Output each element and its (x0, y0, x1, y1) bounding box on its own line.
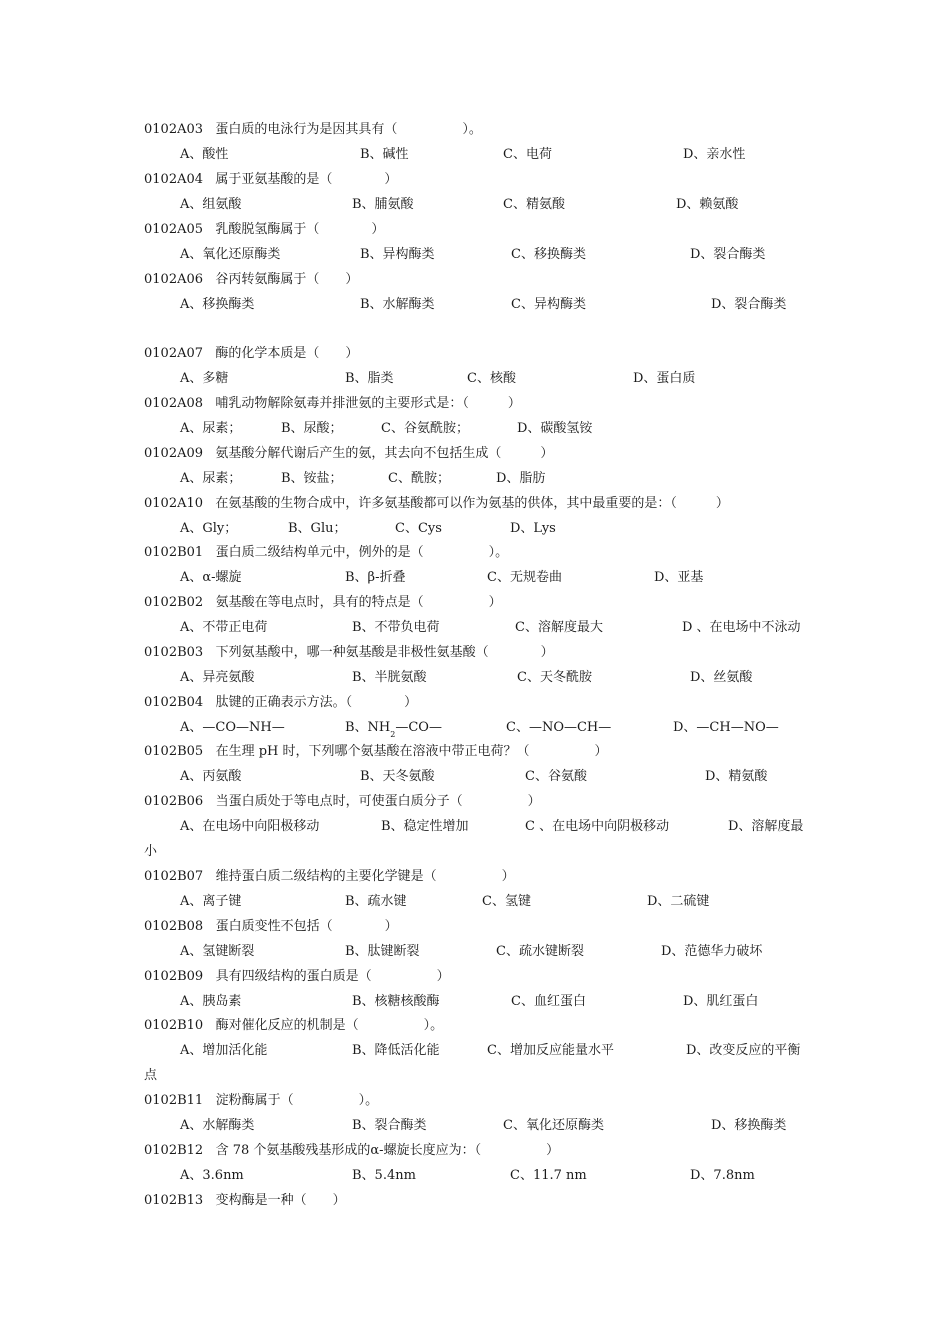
option-a: A、移换酶类 (180, 297, 255, 312)
question-text: 蛋白质二级结构单元中，例外的是（ ）。 (215, 545, 509, 560)
option-b: B、稳定性增加 (381, 819, 469, 834)
option-c: C、疏水键断裂 (496, 944, 584, 959)
option-d: D、Lys (510, 521, 556, 536)
option-b-nh: B、NH (345, 720, 391, 735)
question-id: 0102B09 (144, 969, 204, 984)
option-c: C、溶解度最大 (515, 620, 603, 635)
question-text: 淀粉酶属于（ ）。 (215, 1093, 379, 1108)
question-id: 0102B05 (144, 744, 204, 759)
option-a: A、Gly； (180, 521, 238, 536)
option-b: B、异构酶类 (360, 247, 435, 262)
question-0102B01 (144, 545, 508, 561)
question-text: 在生理 pH 时，下列哪个氨基酸在溶液中带正电荷？（ ） (215, 744, 608, 759)
question-0102A05 (144, 222, 384, 238)
option-d: D、二硫键 (647, 894, 710, 909)
question-text: 氨基酸在等电点时，具有的特点是（ ） (215, 595, 502, 610)
option-c: C、电荷 (503, 147, 552, 162)
question-id: 0102B02 (144, 595, 204, 610)
question-0102A03 (144, 122, 482, 138)
question-0102B04 (144, 695, 417, 711)
option-d: D、脂肪 (496, 471, 546, 486)
option-d: D、裂合酶类 (690, 247, 766, 262)
option-d-continuation: 点 (144, 1068, 158, 1083)
question-0102B09 (144, 969, 450, 985)
option-c: C、Cys (395, 521, 442, 536)
option-d: D、改变反应的平衡 (686, 1043, 801, 1058)
question-0102A08 (144, 396, 521, 412)
option-b: B、肽键断裂 (345, 944, 420, 959)
question-text: 维持蛋白质二级结构的主要化学键是（ ） (215, 869, 515, 884)
option-b: B、天冬氨酸 (360, 769, 435, 784)
option-c: C、血红蛋白 (511, 994, 586, 1009)
option-a: A、胰岛素 (180, 994, 242, 1009)
option-c: C、异构酶类 (511, 297, 586, 312)
question-0102B03 (144, 645, 554, 661)
question-id: 0102B10 (144, 1018, 204, 1033)
option-c: C、—NO—CH— (506, 720, 612, 735)
option-c: C、移换酶类 (511, 247, 586, 262)
option-b: B、5.4nm (352, 1168, 416, 1183)
option-a: A、氢键断裂 (180, 944, 255, 959)
question-id: 0102A04 (144, 172, 204, 187)
option-b: B、降低活化能 (352, 1043, 440, 1058)
subscript-2: 2 (390, 730, 396, 739)
option-d: D、移换酶类 (711, 1118, 787, 1133)
option-c: C、核酸 (467, 371, 516, 386)
question-text: 酶的化学本质是（ ） (215, 346, 359, 361)
question-0102B07 (144, 869, 515, 885)
option-b: B、半胱氨酸 (352, 670, 427, 685)
question-text: 蛋白质的电泳行为是因其具有（ ）。 (215, 122, 482, 137)
option-a: A、水解酶类 (180, 1118, 255, 1133)
question-id: 0102B06 (144, 794, 204, 809)
option-a: A、增加活化能 (180, 1043, 268, 1058)
question-0102B05 (144, 744, 608, 760)
option-c: C、氧化还原酶类 (503, 1118, 604, 1133)
question-id: 0102B13 (144, 1193, 204, 1208)
question-text: 肽键的正确表示方法。（ ） (215, 695, 418, 710)
question-0102B06 (144, 794, 541, 810)
option-b: B、裂合酶类 (352, 1118, 427, 1133)
question-id: 0102A09 (144, 446, 204, 461)
question-id: 0102B12 (144, 1143, 204, 1158)
option-c: C、无规卷曲 (487, 570, 562, 585)
option-d: D、肌红蛋白 (683, 994, 759, 1009)
question-text: 当蛋白质处于等电点时，可使蛋白质分子（ ） (215, 794, 541, 809)
option-d: D、溶解度最 (728, 819, 804, 834)
question-0102A04 (144, 172, 397, 188)
option-d-continuation: 小 (144, 844, 158, 859)
option-a: A、尿素； (180, 471, 242, 486)
question-0102A06 (144, 272, 358, 288)
option-a: A、尿素； (180, 421, 242, 436)
question-id: 0102A10 (144, 496, 204, 511)
question-0102B02 (144, 595, 502, 611)
question-id: 0102B03 (144, 645, 204, 660)
question-text: 哺乳动物解除氨毒并排泄氨的主要形式是：（ ） (215, 396, 521, 411)
question-text: 变构酶是一种（ ） (215, 1193, 346, 1208)
question-id: 0102A03 (144, 122, 204, 137)
option-a: A、丙氨酸 (180, 769, 242, 784)
option-c: C、谷氨酸 (525, 769, 587, 784)
question-text: 酶对催化反应的机制是（ ）。 (215, 1018, 444, 1033)
question-id: 0102A08 (144, 396, 204, 411)
option-b: B、β-折叠 (345, 570, 406, 585)
option-b: B、核糖核酸酶 (352, 994, 440, 1009)
question-id: 0102B04 (144, 695, 204, 710)
question-id: 0102B07 (144, 869, 204, 884)
option-c: C、酰胺； (388, 471, 450, 486)
question-0102A09 (144, 446, 553, 462)
question-text: 具有四级结构的蛋白质是（ ） (215, 969, 450, 984)
option-d: D、赖氨酸 (676, 197, 739, 212)
option-a: A、组氨酸 (180, 197, 242, 212)
question-text: 乳酸脱氢酶属于（ ） (215, 222, 385, 237)
option-d: D、亚基 (654, 570, 704, 585)
option-c: C 、在电场中向阴极移动 (525, 819, 670, 834)
option-b (345, 720, 442, 737)
option-b: B、脯氨酸 (352, 197, 414, 212)
option-a: A、异亮氨酸 (180, 670, 255, 685)
question-0102B13 (144, 1193, 346, 1209)
option-d: D、—CH—NO— (673, 720, 779, 735)
option-c: C、氢键 (482, 894, 531, 909)
question-id: 0102A07 (144, 346, 204, 361)
question-0102A07 (144, 346, 358, 362)
option-d: D、亲水性 (683, 147, 746, 162)
option-a: A、在电场中向阳极移动 (180, 819, 320, 834)
option-a: A、不带正电荷 (180, 620, 268, 635)
option-a: A、多糖 (180, 371, 229, 386)
option-c: C、精氨酸 (503, 197, 565, 212)
question-text: 氨基酸分解代谢后产生的氨，其去向不包括生成（ ） (215, 446, 554, 461)
question-text: 下列氨基酸中，哪一种氨基酸是非极性氨基酸（ ） (215, 645, 554, 660)
question-text: 属于亚氨基酸的是（ ） (215, 172, 398, 187)
option-b: B、疏水键 (345, 894, 407, 909)
option-d: D 、在电场中不泳动 (682, 620, 801, 635)
question-text: 在氨基酸的生物合成中，许多氨基酸都可以作为氨基的供体，其中最重要的是：（ ） (215, 496, 729, 511)
question-0102B10 (144, 1018, 443, 1034)
question-0102A10 (144, 496, 729, 512)
question-id: 0102A06 (144, 272, 204, 287)
option-a: A、离子键 (180, 894, 242, 909)
question-id: 0102B01 (144, 545, 204, 560)
option-d: D、丝氨酸 (690, 670, 753, 685)
question-text: 蛋白质变性不包括（ ） (215, 919, 398, 934)
option-d: D、裂合酶类 (711, 297, 787, 312)
question-text: 含 78 个氨基酸残基形成的α-螺旋长度应为：（ ） (215, 1143, 560, 1158)
option-c: C、11.7 nm (510, 1168, 587, 1183)
option-a: A、酸性 (180, 147, 229, 162)
question-id: 0102A05 (144, 222, 204, 237)
question-text: 谷丙转氨酶属于（ ） (215, 272, 359, 287)
option-b: B、水解酶类 (360, 297, 435, 312)
option-c: C、增加反应能量水平 (487, 1043, 614, 1058)
question-id: 0102B08 (144, 919, 204, 934)
option-b: B、Glu； (288, 521, 347, 536)
option-c: C、天冬酰胺 (517, 670, 592, 685)
option-d: D、精氨酸 (705, 769, 768, 784)
option-b-co: —CO— (395, 720, 442, 735)
question-0102B11 (144, 1093, 378, 1109)
option-b: B、尿酸； (281, 421, 343, 436)
option-d: D、碳酸氢铵 (517, 421, 593, 436)
question-0102B08 (144, 919, 398, 935)
question-0102B12 (144, 1143, 559, 1159)
option-a: A、3.6nm (180, 1168, 244, 1183)
option-b: B、不带负电荷 (352, 620, 440, 635)
question-id: 0102B11 (144, 1093, 204, 1108)
option-d: D、范德华力破坏 (661, 944, 763, 959)
option-c: C、谷氨酰胺； (381, 421, 469, 436)
option-d: D、蛋白质 (633, 371, 696, 386)
option-a: A、氧化还原酶类 (180, 247, 281, 262)
option-b: B、铵盐； (281, 471, 343, 486)
option-d: D、7.8nm (690, 1168, 755, 1183)
option-a: A、α-螺旋 (180, 570, 242, 585)
option-b: B、碱性 (360, 147, 409, 162)
option-a: A、—CO—NH— (180, 720, 285, 735)
option-b: B、脂类 (345, 371, 394, 386)
